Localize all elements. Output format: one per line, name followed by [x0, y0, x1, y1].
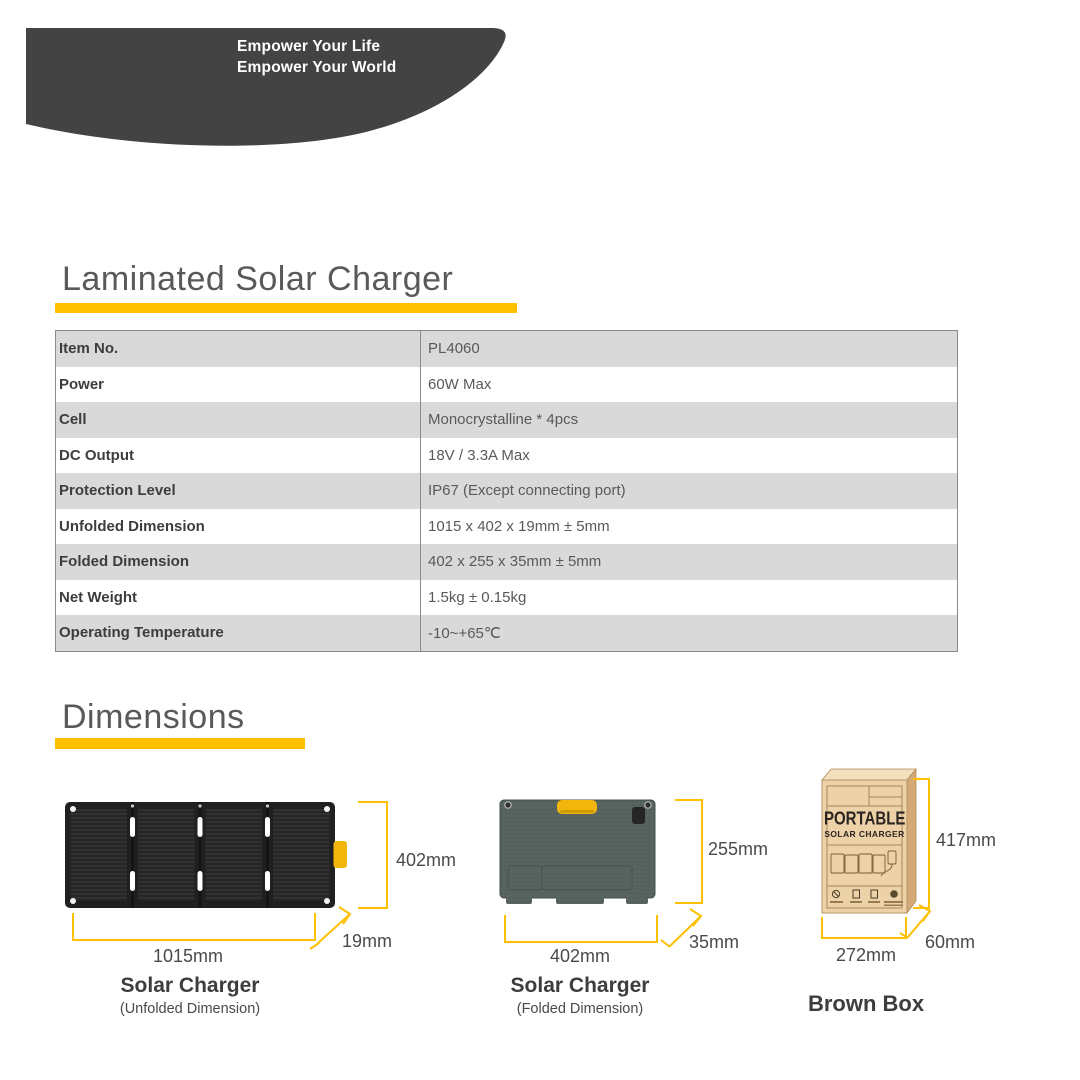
box-print-subtitle: SOLAR CHARGER — [824, 829, 905, 839]
unfolded-figure-name: Solar Charger — [120, 974, 260, 997]
folded-figure-caption: (Folded Dimension) — [516, 1001, 644, 1017]
spec-label: DC Output — [59, 446, 134, 464]
spec-value: 60W Max — [420, 367, 957, 403]
spec-label: Folded Dimension — [59, 553, 190, 571]
unfolded-depth-label: 19mm — [342, 931, 393, 951]
grommet-icon — [505, 802, 511, 808]
spec-label: Operating Temperature — [59, 624, 224, 642]
unfolded-charger-figure — [65, 802, 347, 908]
unfolded-width-bracket — [73, 913, 315, 940]
unfolded-height-bracket — [358, 802, 387, 908]
box-print-title: PORTABLE — [824, 808, 906, 830]
box-width-bracket — [822, 917, 906, 938]
port-flap — [632, 807, 645, 824]
folded-depth-label: 35mm — [689, 932, 740, 952]
spec-value: Monocrystalline * 4pcs — [420, 402, 957, 438]
spec-value: 1.5kg ± 0.15kg — [420, 580, 957, 616]
box-depth-label: 60mm — [925, 932, 976, 952]
globe-icon — [890, 890, 898, 898]
folded-width-bracket — [505, 915, 657, 942]
box-height-label: 417mm — [936, 830, 997, 850]
grommet-icon — [70, 898, 76, 904]
box-width-label: 272mm — [835, 945, 897, 965]
unfolded-width-label: 1015mm — [152, 946, 224, 966]
spec-label: Item No. — [59, 340, 119, 358]
folded-width-label: 402mm — [549, 946, 611, 966]
dimensions-section-title: Dimensions — [62, 698, 245, 736]
grommet-icon — [70, 806, 76, 812]
folded-height-label: 255mm — [708, 839, 769, 859]
brown-box-figure — [822, 769, 916, 913]
grommet-icon — [324, 898, 330, 904]
folded-height-bracket — [675, 800, 702, 903]
spec-label: Protection Level — [59, 482, 176, 500]
spec-value: IP67 (Except connecting port) — [420, 473, 957, 509]
tagline-line-2: Empower Your World — [237, 58, 397, 76]
spec-label: Net Weight — [59, 588, 138, 606]
grommet-icon — [324, 806, 330, 812]
box-figure-name: Brown Box — [807, 991, 925, 1016]
folded-figure-name: Solar Charger — [510, 974, 650, 997]
spec-value: 18V / 3.3A Max — [420, 438, 957, 474]
spec-label: Unfolded Dimension — [59, 517, 205, 535]
spec-value: 402 x 255 x 35mm ± 5mm — [420, 544, 957, 580]
spec-label: Cell — [59, 411, 87, 429]
connector-tab — [334, 841, 348, 868]
unfolded-height-label: 402mm — [396, 850, 457, 870]
folded-charger-figure — [500, 800, 655, 904]
tagline-line-1: Empower Your Life — [237, 38, 381, 55]
grommet-icon — [645, 802, 651, 808]
spec-value: -10~+65℃ — [420, 615, 957, 651]
unfolded-figure-caption: (Unfolded Dimension) — [119, 1001, 261, 1017]
spec-label: Power — [59, 375, 105, 393]
spec-value: PL4060 — [420, 331, 957, 367]
page-title: Laminated Solar Charger — [62, 260, 454, 298]
spec-value: 1015 x 402 x 19mm ± 5mm — [420, 509, 957, 545]
